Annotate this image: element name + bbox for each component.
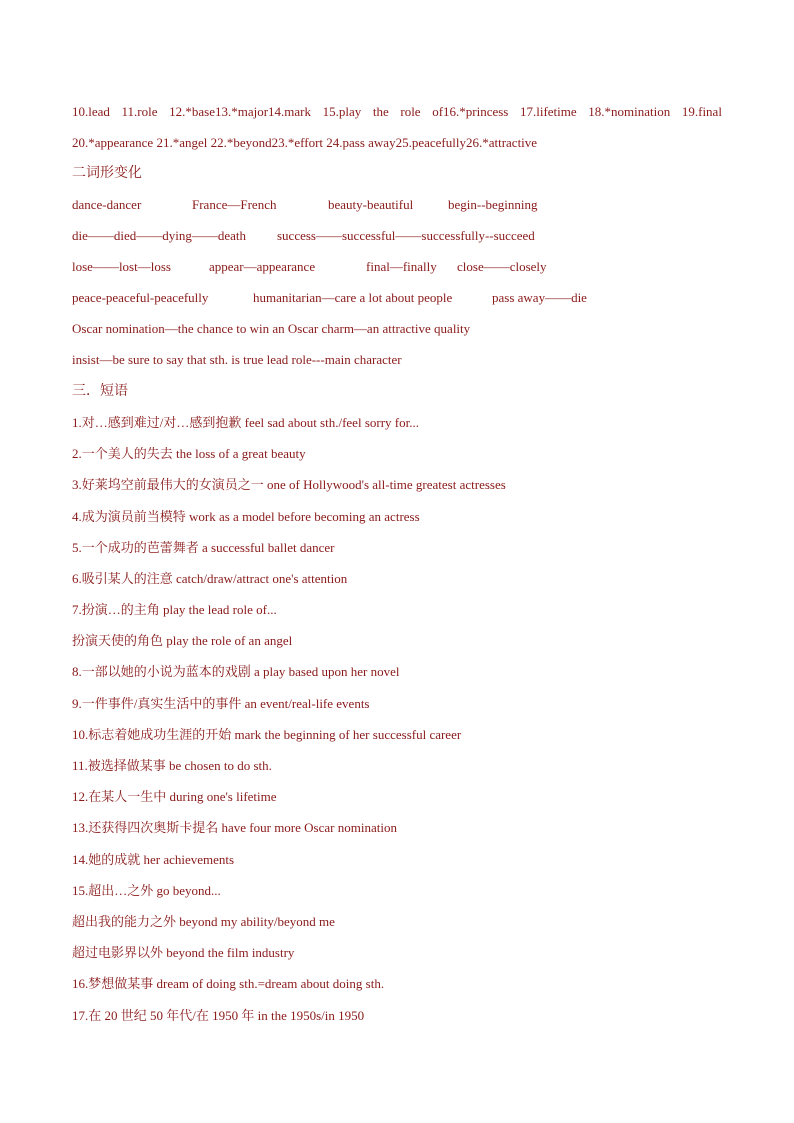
word-form: final—finally [366, 259, 437, 274]
word-form: begin--beginning [448, 197, 538, 212]
vocab-word: 18.*nomination [588, 104, 671, 119]
vocab-word: role [400, 104, 421, 119]
vocab-word: 19.final [681, 104, 722, 119]
word-form: beauty-beautiful [328, 197, 414, 212]
phrase-item: 8.一部以她的小说为蓝本的戏剧 a play based upon her novel [72, 664, 400, 679]
phrase-item: 6.吸引某人的注意 catch/draw/attract one's attention [72, 571, 348, 586]
phrase-item: 7.扮演…的主角 play the lead role of... [72, 602, 277, 617]
vocab-word: 15.play [322, 104, 362, 119]
vocab-word: of16.*princess [432, 104, 509, 119]
word-forms-row-5: Oscar nomination—the chance to win an Oscar charm—an attractive quality [72, 321, 471, 336]
vocab-word: 11.role [121, 104, 158, 119]
phrase-item: 15.超出…之外 go beyond... [72, 883, 221, 898]
section-2-heading: 二词形变化 [72, 166, 142, 181]
phrase-item: 12.在某人一生中 during one's lifetime [72, 789, 277, 804]
phrase-item: 13.还获得四次奥斯卡提名 have four more Oscar nomination [72, 820, 397, 835]
word-form: success——successful——successfully--succeed [277, 228, 535, 243]
vocab-line-1 [72, 103, 722, 121]
vocab-line-2: 20.*appearance 21.*angel 22.*beyond23.*effort 24.pass away25.peacefully26.*attractive [72, 135, 538, 150]
vocab-word: the [372, 104, 389, 119]
phrase-item: 16.梦想做某事 dream of doing sth.=dream about doing sth. [72, 976, 385, 991]
word-form: dance-dancer [72, 197, 142, 212]
word-form: pass away——die [492, 290, 587, 305]
phrase-item: 4.成为演员前当模特 work as a model before becoming an actress [72, 509, 420, 524]
word-form: appear—appearance [209, 259, 316, 274]
phrase-item: 扮演天使的角色 play the role of an angel [72, 633, 293, 648]
phrase-item: 1.对…感到难过/对…感到抱歉 feel sad about sth./feel sorry for... [72, 415, 419, 430]
phrase-item: 17.在 20 世纪 50 年代/在 1950 年 in the 1950s/in 1950 [72, 1008, 365, 1023]
word-form: die——died——dying——death [72, 228, 247, 243]
word-forms-row-4 [72, 289, 587, 307]
word-forms-row-3 [72, 258, 547, 276]
phrase-item: 超出我的能力之外 beyond my ability/beyond me [72, 914, 335, 929]
word-forms-row-1 [72, 196, 538, 214]
phrase-item: 11.被选择做某事 be chosen to do sth. [72, 758, 272, 773]
phrase-item: 10.标志着她成功生涯的开始 mark the beginning of her successful career [72, 727, 462, 742]
vocab-word: 17.lifetime [519, 104, 577, 119]
word-form: peace-peaceful-peacefully [72, 290, 209, 305]
phrase-item: 2.一个美人的失去 the loss of a great beauty [72, 446, 306, 461]
phrase-item: 9.一件事件/真实生活中的事件 an event/real-life events [72, 696, 370, 711]
word-form: humanitarian—care a lot about people [253, 290, 453, 305]
vocab-word: 12.*base13.*major14.mark [169, 104, 311, 119]
word-forms-row-2 [72, 227, 535, 245]
section-3-heading: 三．短语 [72, 384, 128, 399]
phrase-item: 5.一个成功的芭蕾舞者 a successful ballet dancer [72, 540, 335, 555]
word-form: lose——lost—loss [72, 259, 171, 274]
word-form: close——closely [457, 259, 547, 274]
word-forms-row-6: insist—be sure to say that sth. is true lead role---main character [72, 352, 402, 367]
phrase-item: 超过电影界以外 beyond the film industry [72, 945, 295, 960]
vocab-word: 10.lead [72, 104, 110, 119]
word-form: France—French [192, 197, 277, 212]
phrase-item: 3.好莱坞空前最伟大的女演员之一 one of Hollywood's all-time greatest actresses [72, 477, 506, 492]
phrase-item: 14.她的成就 her achievements [72, 852, 235, 867]
